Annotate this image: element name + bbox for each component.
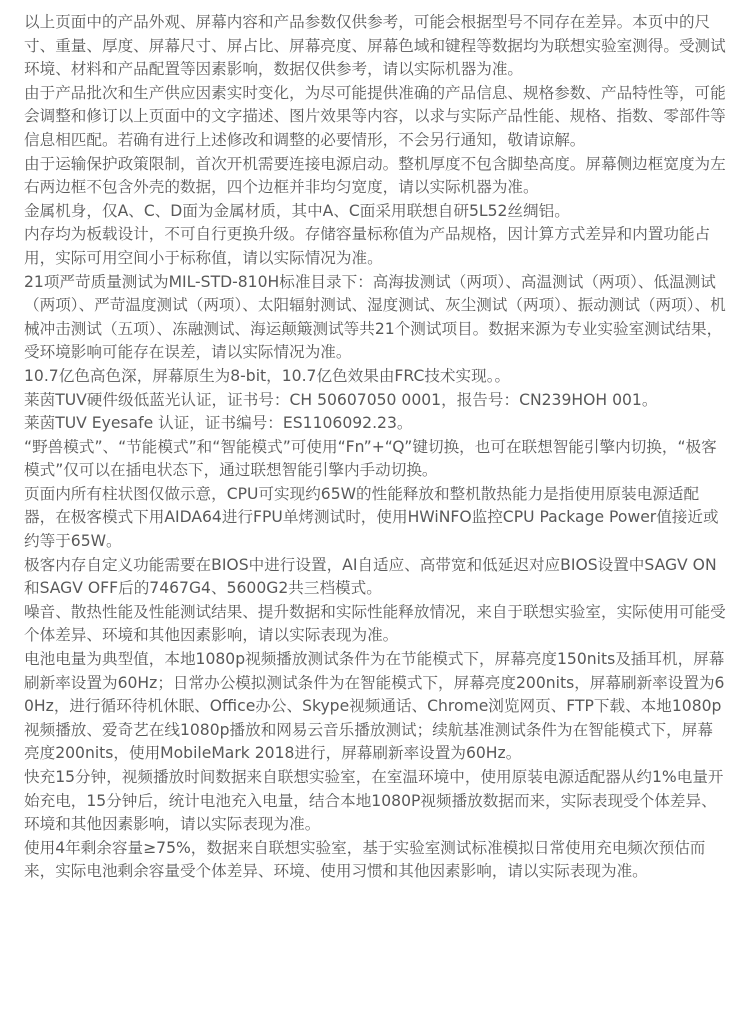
note-metal-body: 金属机身，仅A、C、D面为金属材质，其中A、C面采用联想自研5L52丝绸铝。 (24, 201, 570, 220)
note-battery-capacity: 使用4年剩余容量≥75%，数据来自联想实验室，基于实验室测试标准模拟日常使用充电频次预估而来，实际电池剩余容量受个体差异、环境、使用习惯和其他因素影响，请以实际表现为准。 (24, 838, 706, 881)
note-cpu-power: 页面内所有柱状图仅做示意，CPU可实现约65W的性能释放和整机散热能力是指使用原装电源适配器，在极客模式下用AIDA64进行FPU单烤测试时，使用HWiNFO监控CPU Package Power值接近或约等于65W。 (24, 484, 719, 551)
note-performance-modes: “野兽模式”、“节能模式”和“智能模式”可使用“Fn”+“Q”键切换，也可在联想智能引擎内切换，“极客模式”仅可以在插电状态下，通过联想智能引擎内手动切换。 (24, 437, 717, 480)
note-fast-charge: 快充15分钟，视频播放时间数据来自联想实验室，在室温环境中，使用原装电源适配器从约1%电量开始充电，15分钟后，统计电池充入电量，结合本地1080P视频播放数据而来，实际表现受个体差异、环境和其他因素影响，请以实际表现为准。 (24, 768, 724, 834)
note-first-boot-power: 由于运输保护政策限制，首次开机需要连接电源启动。整机厚度不包含脚垫高度。屏幕侧边框宽度为左右两边框不包含外壳的数据，四个边框并非均匀宽度，请以实际机器为准。 (24, 154, 726, 197)
note-color-depth: 10.7亿色高色深，屏幕原生为8-bit，10.7亿色效果由FRC技术实现。。 (24, 366, 511, 385)
note-memory-storage: 内存均为板载设计，不可自行更换升级。存储容量标称值为产品规格，因计算方式差异和内置功能占用，实际可用空间小于标称值，请以实际情况为准。 (24, 225, 711, 267)
note-noise-thermal: 噪音、散热性能及性能测试结果、提升数据和实际性能释放情况，来自于联想实验室，实际使用可能受个体差异、环境和其他因素影响，请以实际表现为准。 (24, 602, 726, 645)
note-tuv-low-blue-light: 莱茵TUV硬件级低蓝光认证，证书号：CH 50607050 0001，报告号：CN239HOH 001。 (24, 390, 658, 409)
note-tuv-eyesafe: 莱茵TUV Eyesafe 认证，证书编号：ES1106092.23。 (24, 414, 413, 433)
note-content-revision: 由于产品批次和生产供应因素实时变化，为尽可能提供准确的产品信息、规格参数、产品特性等，可能会调整和修订以上页面中的文字描述、图片效果等内容，以求与实际产品性能、规格、指数、零部件等信息相匹配。若确有进行上述修改和调整的必要情形，不会另行通知，敬请谅解。 (24, 83, 726, 149)
note-memory-bios: 极客内存自定义功能需要在BIOS中进行设置，AI自适应、高带宽和低延迟对应BIOS设置中SAGV ON和SAGV OFF后的7467G4、5600G2共三档模式。 (24, 555, 717, 598)
note-mil-std-tests: 21项严苛质量测试为MIL-STD-810H标准目录下：高海拔测试（两项）、高温测试（两项）、低温测试（两项）、严苛温度测试（两项）、太阳辐射测试、湿度测试、灰尘测试（两项）、振动测试（两项）、机械冲击测试（五项）、冻融测试、海运颠簸测试等共21个测试项目。数据来源为专业实验室测试结果，受环境影响可能存在误差，请以实际情况为准。 (24, 272, 726, 362)
note-display-disclaimer: 以上页面中的产品外观、屏幕内容和产品参数仅供参考，可能会根据型号不同存在差异。本页中的尺寸、重量、厚度、屏幕尺寸、屏占比、屏幕亮度、屏幕色域和键程等数据均为联想实验室测得。受测试环境、材料和产品配置等因素影响，数据仅供参考，请以实际机器为准。 (24, 13, 726, 79)
note-battery-tests: 电池电量为典型值，本地1080p视频播放测试条件为在节能模式下，屏幕亮度150nits及插耳机，屏幕刷新率设置为60Hz；日常办公模拟测试条件为在智能模式下，屏幕亮度200nits，屏幕刷新率设置为60Hz，进行循环待机休眠、Office办公、Skype视频通话、Chrome浏览网页、FTP下载、本地1080p视频播放、爱奇艺在线1080p播放和网易云音乐播放测试；续航基准测试条件为在智能模式下，屏幕亮度200nits，使用MobileMark 2018进行，屏幕刷新率设置为60Hz。 (24, 650, 725, 763)
